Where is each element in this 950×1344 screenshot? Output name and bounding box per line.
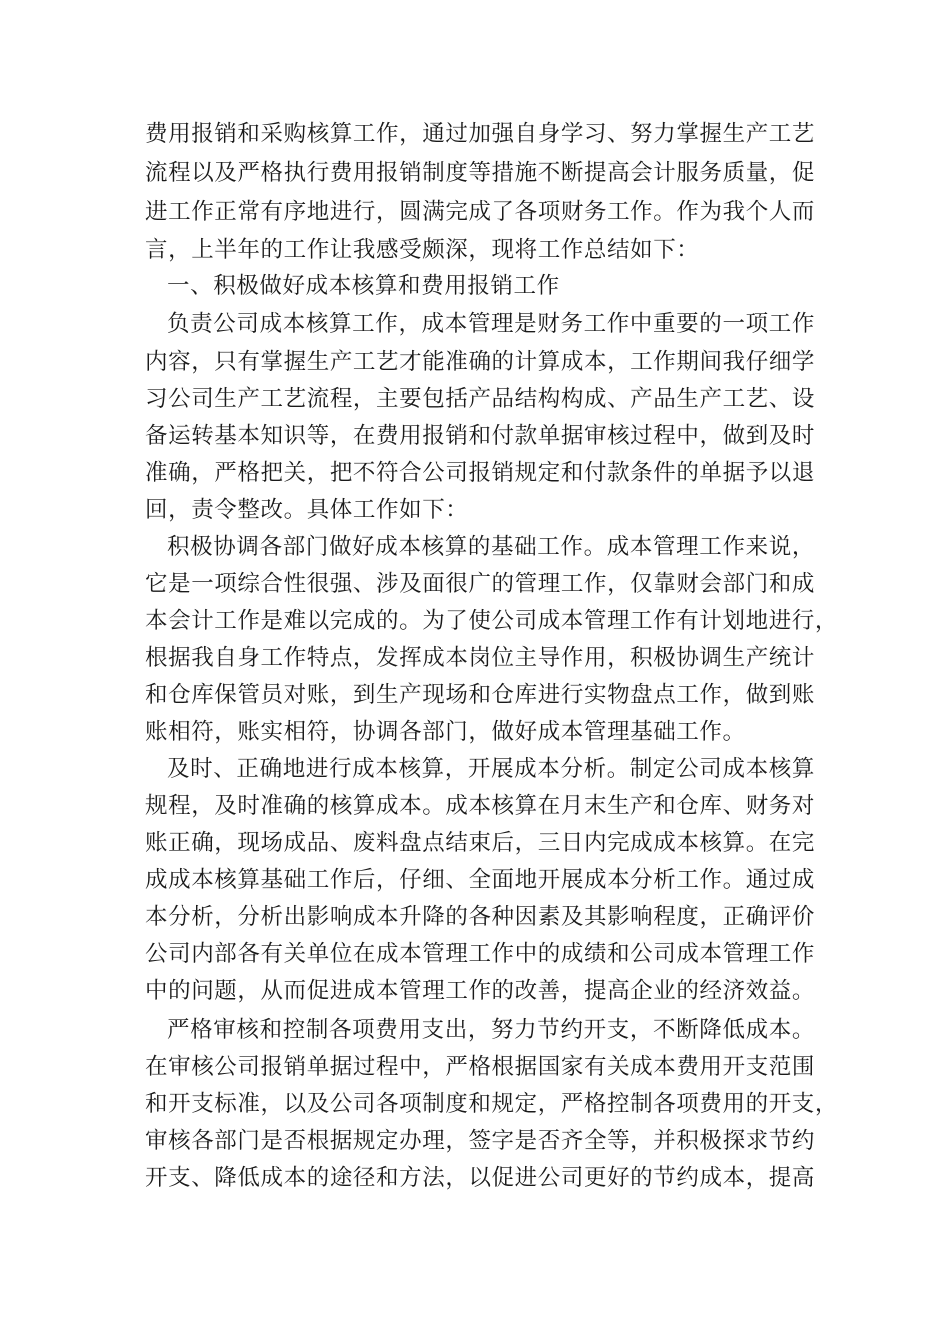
body-text-line: 本会计工作是难以完成的。为了使公司成本管理工作有计划地进行， [145,608,839,634]
body-text-line: 和开支标准，以及公司各项制度和规定，严格控制各项费用的开支， [145,1091,839,1117]
body-text-line: 账正确，现场成品、废料盘点结束后，三日内完成成本核算。在完 [145,830,815,856]
body-text-line: 言，上半年的工作让我感受颇深，现将工作总结如下： [145,237,700,263]
body-text-line: 公司内部各有关单位在成本管理工作中的成绩和公司成本管理工作 [145,941,815,967]
body-text-line: 在审核公司报销单据过程中，严格根据国家有关成本费用开支范围 [145,1054,815,1080]
body-text-line: 积极协调各部门做好成本核算的基础工作。成本管理工作来说， [167,534,815,560]
body-text-line: 根据我自身工作特点，发挥成本岗位主导作用，积极协调生产统计 [145,645,815,671]
body-text-line: 回，责令整改。具体工作如下： [145,497,469,523]
section-heading: 一、积极做好成本核算和费用报销工作 [167,273,560,299]
body-text-line: 审核各部门是否根据规定办理，签字是否齐全等，并积极探求节约 [145,1128,815,1154]
body-text-line: 开支、降低成本的途径和方法，以促进公司更好的节约成本，提高 [145,1165,815,1191]
body-text-line: 本分析，分析出影响成本升降的各种因素及其影响程度，正确评价 [145,904,815,930]
body-text-line: 费用报销和采购核算工作，通过加强自身学习、努力掌握生产工艺 [145,121,815,147]
body-text-line: 规程，及时准确的核算成本。成本核算在月末生产和仓库、财务对 [145,793,815,819]
body-text-line: 内容，只有掌握生产工艺才能准确的计算成本，工作期间我仔细学 [145,349,815,375]
body-text-line: 准确，严格把关，把不符合公司报销规定和付款条件的单据予以退 [145,460,815,486]
body-text-line: 习公司生产工艺流程，主要包括产品结构构成、产品生产工艺、设 [145,386,815,412]
body-text-line: 成成本核算基础工作后，仔细、全面地开展成本分析工作。通过成 [145,867,815,893]
body-text-line: 流程以及严格执行费用报销制度等措施不断提高会计服务质量，促 [145,160,815,186]
body-text-line: 备运转基本知识等，在费用报销和付款单据审核过程中，做到及时 [145,423,815,449]
body-text-line: 负责公司成本核算工作，成本管理是财务工作中重要的一项工作 [167,311,815,337]
body-text-line: 和仓库保管员对账，到生产现场和仓库进行实物盘点工作，做到账 [145,682,815,708]
body-text-line: 进工作正常有序地进行，圆满完成了各项财务工作。作为我个人而 [145,199,815,225]
body-text-line: 严格审核和控制各项费用支出，努力节约开支，不断降低成本。 [167,1017,815,1043]
body-text-line: 它是一项综合性很强、涉及面很广的管理工作，仅靠财会部门和成 [145,571,815,597]
body-text-line: 账相符，账实相符，协调各部门，做好成本管理基础工作。 [145,719,746,745]
body-text-line: 中的问题，从而促进成本管理工作的改善，提高企业的经济效益。 [145,978,815,1004]
body-text-line: 及时、正确地进行成本核算，开展成本分析。制定公司成本核算 [167,756,815,782]
